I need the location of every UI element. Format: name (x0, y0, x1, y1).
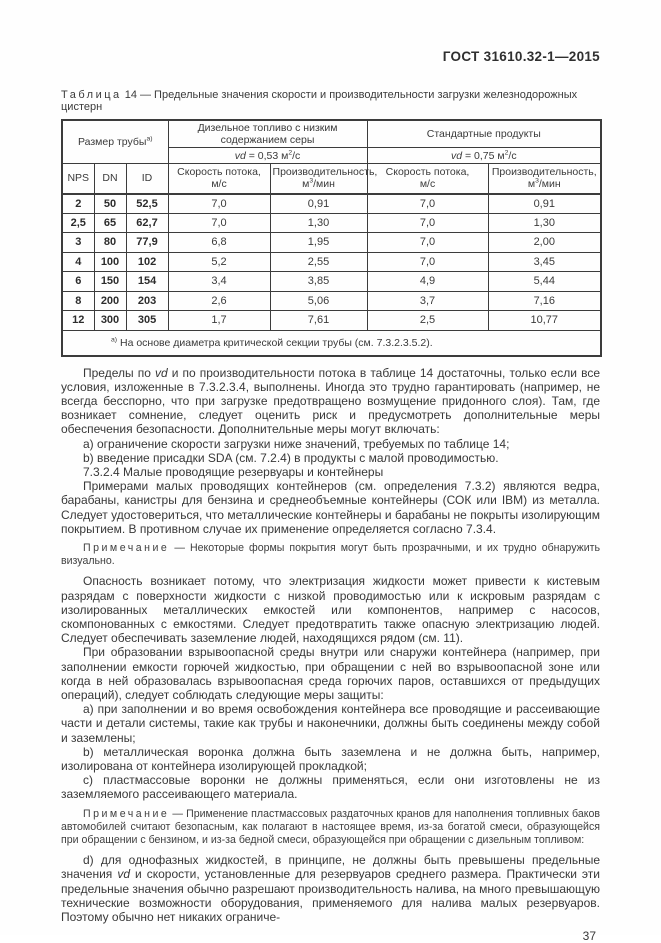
table-cell: 2,6 (168, 291, 270, 311)
paragraph-danger: Опасность возникает потому, что электризация жидкости может привести к кистевым разрядам с поверхности жидкости с низкой проводимостью или к искровым разрядам с изолированных металлических емкостей или компонентов, например с насосов, скомпонованных с емкостями. Следует предотвратить также опасную электризацию людей. Следует обеспечивать заземление людей, находящихся рядом (см. 11). (61, 574, 600, 646)
clause-heading-7324: 7.3.2.4 Малые проводящие резервуары и контейнеры (83, 464, 384, 479)
table-cell: 7,0 (367, 252, 488, 272)
paragraph-explosive-atmosphere: При образовании взрывоопасной среды внутри или снаружи контейнера (например, при заполнении емкости горючей жидкостью, при обращении с ней во взрывоопасной зоне или когда в ней образовалась взрывоопасная среда горючих паров, оставшихся от предыдущих операций), следует соблюдать следующие меры защиты: (61, 645, 600, 702)
table-cell: 7,0 (367, 213, 488, 233)
table-cell: 5,06 (270, 291, 367, 311)
table-cell: 12 (62, 311, 94, 331)
col-header-standard-vd: vd = 0,75 $м^2/с$ (367, 148, 601, 164)
page-content (61, 0, 600, 943)
list-item-b2: b) металлическая воронка должна быть заземлена и не должна быть, например, изолирована от контейнера изолирующей прокладкой; (61, 744, 600, 773)
table-cell: 80 (94, 233, 126, 253)
table-cell: 1,30 (270, 213, 367, 233)
table-header (62, 120, 601, 194)
table-cell: 7,0 (367, 233, 488, 253)
col-header-flow-speed-standard: Скорость потока, м/с (367, 164, 488, 194)
table-row (62, 272, 601, 292)
list-item-b: b) введение присадки SDA (см. 7.2.4) в продукты с малой проводимостью. (83, 450, 499, 465)
table-cell: 50 (94, 194, 126, 214)
col-header-productivity-standard: Производительность, $м^3$/мин (488, 164, 601, 194)
paragraph-examples: Примерами малых проводящих контейнеров (см. определения 7.3.2) являются ведра, барабаны, канистры для бензина и среднеобъемные контейнеры (СОК или IBM) из металла. Следует удостовериться, что металлические контейнеры и барабаны не покрыты изолирующим покрытием. В противном случае их применение определяется согласно 7.3.4. (61, 479, 600, 536)
table-cell: 7,16 (488, 291, 601, 311)
table-cell: 6,8 (168, 233, 270, 253)
table-cell: 1,95 (270, 233, 367, 253)
table-cell: 3 (62, 233, 94, 253)
table-row (62, 213, 601, 233)
table-cell: 3,45 (488, 252, 601, 272)
table-row (62, 291, 601, 311)
col-header-productivity-diesel: Производительность, $м^3$/мин (270, 164, 367, 194)
col-header-flow-speed-diesel: Скорость потока, м/с (168, 164, 270, 194)
table-cell: 7,61 (270, 311, 367, 331)
list-item-a2: а) при заполнении и во время освобождения контейнера все проводящие и рассеивающие части и детали системы, такие как трубы и наконечники, должны быть соединены между собой и заземлены; (61, 702, 600, 745)
table-cell: 7,0 (168, 213, 270, 233)
col-header-nps: NPS (62, 164, 94, 194)
col-header-pipe-size: Размер трубы$^{а)}$ (62, 120, 168, 164)
table-cell: 5,2 (168, 252, 270, 272)
table-cell: 4,9 (367, 272, 488, 292)
table-cell: 100 (94, 252, 126, 272)
table-row (62, 311, 601, 331)
table-body (62, 194, 601, 331)
table-cell: 3,7 (367, 291, 488, 311)
paragraph-limits: Пределы по vd и по производительности потока в таблице 14 достаточны, только если все условия, изложенные в 7.3.2.3.4, выполнены. Иногда это трудно гарантировать (например, не всегда бесспорно, что при загрузке предотвращено возмущение придонного слоя). Там, где возникает сомнение, следует оценить риск и предусмотреть дополнительные меры обеспечения безопасности. Дополнительные меры могут включать: (61, 365, 600, 437)
list-item-c2: c) пластмассовые воронки не должны применяться, если они изготовлены не из заземляемого рассеивающего материала. (61, 773, 600, 802)
table-cell: 2,00 (488, 233, 601, 253)
table-cell: 77,9 (126, 233, 168, 253)
table-cell: 7,0 (367, 194, 488, 214)
page-number: 37 (582, 929, 596, 943)
table-cell: 62,7 (126, 213, 168, 233)
table-cell: 52,5 (126, 194, 168, 214)
note-coatings: Примечание — Некоторые формы покрытия могут быть прозрачными, и их трудно обнаружить визуально. (61, 541, 600, 568)
list-item-d2: d) для однофазных жидкостей, в принципе, не должны быть превышены предельные значения vd и скорости, установленные для резервуаров среднего размера. Практически эти предельные значения обычно разрешают производительность налива, на много превышающую технические возможности оборудования, применяемого для налива малых резервуаров. Поэтому обычно нет никаких ограниче- (61, 853, 600, 925)
table-14 (61, 119, 602, 357)
table-row (62, 194, 601, 214)
col-header-standard-products: Стандартные продукты (367, 120, 601, 148)
standard-designation: ГОСТ 31610.32-1—2015 (442, 49, 600, 64)
table-cell: 3,85 (270, 272, 367, 292)
table-row (62, 233, 601, 253)
table-cell: 2,5 (62, 213, 94, 233)
table-footer (62, 330, 601, 356)
table-cell: 1,7 (168, 311, 270, 331)
table-cell: 5,44 (488, 272, 601, 292)
note-plastic-nozzles: Примечание — Применение пластмассовых раздаточных кранов для наполнения топливных баков автомобилей считают безопасным, как полагают в настоящее время, из-за богатой смеси, образующейся при обращении с бензином, и из-за бедной смеси, образующейся при обращении с дизельным топливом: (61, 807, 600, 846)
table-cell: 300 (94, 311, 126, 331)
table-cell: 7,0 (168, 194, 270, 214)
table-cell: 0,91 (270, 194, 367, 214)
table-cell: 1,30 (488, 213, 601, 233)
col-header-id: ID (126, 164, 168, 194)
list-item-a: a) ограничение скорости загрузки ниже значений, требуемых по таблице 14; (83, 436, 510, 451)
table-cell: 150 (94, 272, 126, 292)
table-cell: 2,55 (270, 252, 367, 272)
col-header-diesel-low-sulfur: Дизельное топливо с низким содержанием серы (168, 120, 367, 148)
table-cell: 200 (94, 291, 126, 311)
table-footnote: $^{а)}$ На основе диаметра критической секции трубы (см. 7.3.2.3.5.2). (62, 330, 601, 356)
table-cell: 65 (94, 213, 126, 233)
table-cell: 4 (62, 252, 94, 272)
table-cell: 203 (126, 291, 168, 311)
table-cell: 0,91 (488, 194, 601, 214)
body-content (61, 366, 600, 925)
table-row (62, 252, 601, 272)
table-cell: 102 (126, 252, 168, 272)
col-header-dn: DN (94, 164, 126, 194)
table-cell: 305 (126, 311, 168, 331)
table-cell: 6 (62, 272, 94, 292)
table-cell: 10,77 (488, 311, 601, 331)
table-cell: 2,5 (367, 311, 488, 331)
col-header-diesel-vd: vd = 0,53 $м^2/с$ (168, 148, 367, 164)
table-cell: 8 (62, 291, 94, 311)
table-cell: 154 (126, 272, 168, 292)
table-caption: Таблица 14 — Предельные значения скорости и производительности загрузки железнодорожных цистерн (61, 89, 578, 113)
table-cell: 3,4 (168, 272, 270, 292)
table-cell: 2 (62, 194, 94, 214)
